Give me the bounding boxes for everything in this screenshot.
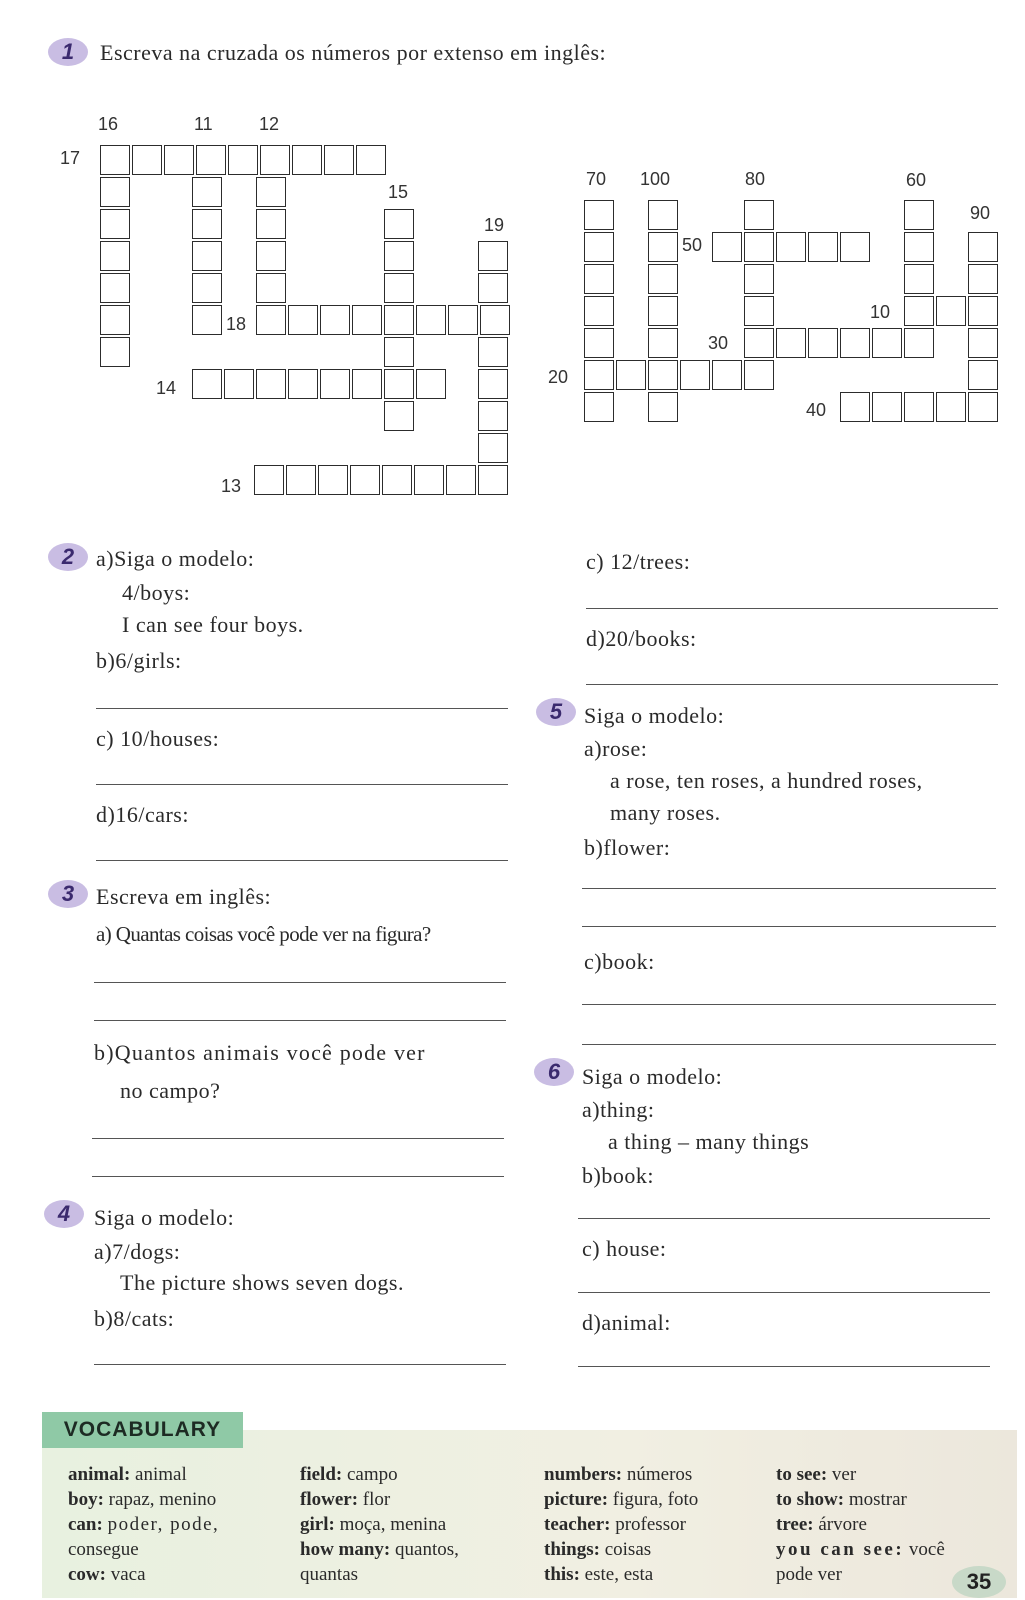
answer-19-down-lower [478,337,508,495]
answer-line[interactable] [578,1292,990,1293]
crossword-cell[interactable] [478,465,508,495]
exercise-2a-prompt: 4/boys: [122,580,191,605]
exercise-2c-label: c) 10/houses: [96,726,220,751]
answer-70-down [584,200,614,422]
exercise-6d-label: d)animal: [582,1310,671,1335]
answer-line[interactable] [96,784,508,785]
crossword-cell[interactable] [478,241,508,271]
vocab-entry: can: poder, pode, [68,1514,220,1535]
crossword-cell[interactable] [384,401,414,431]
clue-number-10: 10 [870,302,891,322]
answer-line[interactable] [586,684,998,685]
crossword-cell[interactable] [968,296,998,326]
vocab-entry: teacher: professor [544,1514,686,1535]
vocabulary-column-2 [300,1462,520,1587]
crossword-cell[interactable] [100,209,130,239]
answer-line[interactable] [92,1138,504,1139]
crossword-cell[interactable] [384,273,414,303]
crossword-cell[interactable] [840,328,870,358]
answer-14-across [192,369,382,399]
crossword-cell[interactable] [228,145,258,175]
exercise-6a-label: a)thing: [582,1097,655,1122]
crossword-cell[interactable] [164,145,194,175]
crossword-cell[interactable] [744,232,774,262]
exercise-3-badge: 3 [48,880,88,908]
crossword-cell[interactable] [648,392,678,422]
crossword-cell[interactable] [648,232,678,262]
crossword-cell[interactable] [872,392,902,422]
answer-15-down-lower [384,337,414,431]
clue-number-14: 14 [156,378,177,398]
crossword-cell[interactable] [356,145,386,175]
crossword-cell[interactable] [318,465,348,495]
clue-number-70: 70 [586,169,607,189]
answer-line[interactable] [578,1218,990,1219]
clue-number-13: 13 [221,476,242,496]
answer-13-across [254,465,476,495]
crossword-cell[interactable] [192,273,222,303]
answer-line[interactable] [582,888,996,889]
exercise-3b-question-cont: no campo? [120,1078,221,1103]
vocab-entry: how many: quantos, [300,1539,459,1560]
answer-line[interactable] [92,1176,504,1177]
crossword-cell[interactable] [384,241,414,271]
answer-100-down [648,200,678,422]
crossword-cell[interactable] [744,328,774,358]
crossword-cell[interactable] [904,232,934,262]
crossword-cell[interactable] [192,177,222,207]
crossword-cell[interactable] [776,328,806,358]
exercise-4a-label: a)7/dogs: [94,1239,181,1264]
answer-18-across [256,305,510,335]
crossword-cell[interactable] [256,177,286,207]
answer-17-across [100,145,386,175]
vocab-entry: tree: árvore [776,1514,867,1535]
crossword-cell[interactable] [224,369,254,399]
exercise-1-instruction: Escreva na cruzada os números por extenso em inglês: [100,40,607,65]
clue-number-18: 18 [226,314,247,334]
answer-60-down [904,200,934,358]
crossword-cell[interactable] [132,145,162,175]
vocab-entry: boy: rapaz, menino [68,1489,217,1510]
vocabulary-title: VOCABULARY [42,1412,243,1448]
crossword-cell[interactable] [192,209,222,239]
exercise-5c-label: c)book: [584,949,655,974]
answer-line[interactable] [94,1364,506,1365]
crossword-cell[interactable] [446,465,476,495]
clue-number-15: 15 [388,182,409,202]
answer-50-across [712,232,742,262]
exercise-6a-model: a thing – many things [608,1129,810,1154]
vocabulary-column-4 [776,1462,986,1587]
crossword-cell[interactable] [256,209,286,239]
crossword-cell[interactable] [448,305,478,335]
crossword-cell[interactable] [100,273,130,303]
crossword-cell[interactable] [384,305,414,335]
answer-90-down [968,232,998,422]
crossword-cell[interactable] [936,392,966,422]
answer-20-across-end [680,360,742,390]
crossword-cell[interactable] [776,232,806,262]
answer-11-down [192,177,222,335]
clue-number-100: 100 [640,169,671,189]
crossword-cell[interactable] [744,200,774,230]
answer-line[interactable] [586,608,998,609]
crossword-cell[interactable] [416,305,446,335]
clue-number-16: 16 [98,114,119,134]
crossword-cell[interactable] [584,200,614,230]
answer-line[interactable] [94,1020,506,1021]
answer-15-down [384,209,414,303]
crossword-cell[interactable] [254,465,284,495]
vocab-entry: animal: animal [68,1464,187,1485]
crossword-cell[interactable] [192,305,222,335]
crossword-cell[interactable] [286,465,316,495]
clue-number-12: 12 [259,114,280,134]
crossword-cell[interactable] [260,145,290,175]
answer-line[interactable] [96,708,508,709]
exercise-3a-question: a) Quantas coisas você pode ver na figura? [96,922,431,946]
answer-20-across [616,360,646,390]
answer-19-down [478,241,508,303]
vocab-entry: you can see: você [776,1539,945,1560]
crossword-cell[interactable] [100,177,130,207]
crossword-cell[interactable] [936,296,966,326]
clue-number-17: 17 [60,148,81,168]
crossword-cell[interactable] [904,296,934,326]
crossword-cell[interactable] [680,360,710,390]
vocab-entry: consegue [68,1539,139,1560]
crossword-cell[interactable] [352,369,382,399]
exercise-2c-right-label: c) 12/trees: [586,549,691,574]
crossword-cell[interactable] [100,305,130,335]
crossword-cell[interactable] [968,232,998,262]
exercise-1-badge: 1 [48,38,88,66]
exercise-2d-right-label: d)20/books: [586,626,697,651]
crossword-cell[interactable] [584,296,614,326]
crossword-cell[interactable] [320,305,350,335]
crossword-cell[interactable] [840,392,870,422]
crossword-cell[interactable] [256,273,286,303]
vocab-entry: flower: flor [300,1489,391,1510]
crossword-cell[interactable] [196,145,226,175]
crossword-cell[interactable] [256,305,286,335]
crossword-cell[interactable] [384,209,414,239]
crossword-cell[interactable] [808,232,838,262]
crossword-cell[interactable] [480,305,510,335]
vocab-entry: field: campo [300,1464,398,1485]
crossword-cell[interactable] [904,328,934,358]
answer-line[interactable] [94,982,506,983]
exercise-4b-label: b)8/cats: [94,1306,175,1331]
vocab-entry: this: este, esta [544,1564,654,1585]
answer-80-down [744,200,774,390]
crossword-cell[interactable] [292,145,322,175]
exercise-5a-label: a)rose: [584,736,648,761]
page-number: 35 [952,1566,1006,1598]
crossword-cell[interactable] [384,369,414,399]
vocab-entry: to show: mostrar [776,1489,907,1510]
crossword-cell[interactable] [100,337,130,367]
vocab-entry: things: coisas [544,1539,652,1560]
crossword-cell[interactable] [478,369,508,399]
exercise-6c-label: c) house: [582,1236,667,1261]
crossword-cell[interactable] [968,392,998,422]
vocab-entry: to see: ver [776,1464,857,1485]
clue-number-40: 40 [806,400,827,420]
answer-16-down [100,177,130,367]
answer-line[interactable] [578,1366,990,1367]
crossword-cell[interactable] [648,200,678,230]
exercise-2d-label: d)16/cars: [96,802,189,827]
crossword-cell[interactable] [712,360,742,390]
crossword-cell[interactable] [352,305,382,335]
crossword-cell[interactable] [744,264,774,294]
clue-number-50: 50 [682,235,703,255]
exercise-4-badge: 4 [44,1200,84,1228]
vocab-entry: quantas [300,1564,359,1585]
crossword-cell[interactable] [382,465,412,495]
clue-number-60: 60 [906,170,927,190]
crossword-cell[interactable] [478,337,508,367]
crossword-cell[interactable] [904,264,934,294]
exercise-5a-model-cont: many roses. [610,800,721,825]
vocab-entry: numbers: números [544,1464,693,1485]
exercise-4-instruction: Siga o modelo: [94,1205,235,1230]
crossword-cell[interactable] [384,337,414,367]
exercise-2a-model: I can see four boys. [122,612,304,637]
crossword-cell[interactable] [968,264,998,294]
exercise-3b-question: b)Quantos animais você pode ver [94,1040,426,1065]
crossword-cell[interactable] [584,392,614,422]
answer-14-across-end [416,369,446,399]
exercise-5b-label: b)flower: [584,835,671,860]
clue-number-19: 19 [484,215,505,235]
crossword-cell[interactable] [808,328,838,358]
crossword-cell[interactable] [648,360,678,390]
vocab-entry: picture: figura, foto [544,1489,699,1510]
exercise-6-instruction: Siga o modelo: [582,1064,723,1089]
vocabulary-column-1 [68,1462,268,1587]
crossword-cell[interactable] [100,241,130,271]
crossword-cell[interactable] [744,360,774,390]
crossword-cell[interactable] [648,328,678,358]
crossword-cell[interactable] [840,232,870,262]
crossword-cell[interactable] [872,328,902,358]
crossword-cell[interactable] [478,273,508,303]
crossword-cell[interactable] [256,241,286,271]
crossword-cell[interactable] [288,369,318,399]
crossword-cell[interactable] [350,465,380,495]
exercise-5-badge: 5 [536,698,576,726]
exercise-5a-model: a rose, ten roses, a hundred roses, [610,768,923,793]
clue-number-20: 20 [548,367,569,387]
crossword-cell[interactable] [100,145,130,175]
crossword-cell[interactable] [712,232,742,262]
exercise-3-instruction: Escreva em inglês: [96,884,272,909]
crossword-cell[interactable] [584,264,614,294]
crossword-cell[interactable] [648,296,678,326]
crossword-cell[interactable] [968,360,998,390]
answer-line[interactable] [582,926,996,927]
clue-number-90: 90 [970,203,991,223]
answer-40-across [840,392,966,422]
clue-number-11: 11 [194,114,213,134]
crossword-cell[interactable] [648,264,678,294]
crossword-cell[interactable] [324,145,354,175]
exercise-6-badge: 6 [534,1058,574,1086]
crossword-cell[interactable] [744,296,774,326]
exercise-5-instruction: Siga o modelo: [584,703,725,728]
crossword-cell[interactable] [584,328,614,358]
vocab-entry: girl: moça, menina [300,1514,447,1535]
answer-line[interactable] [582,1044,996,1045]
crossword-cell[interactable] [288,305,318,335]
crossword-cell[interactable] [416,369,446,399]
crossword-cell[interactable] [256,369,286,399]
exercise-2b-label: b)6/girls: [96,648,182,673]
vocab-entry: cow: vaca [68,1564,146,1585]
crossword-cell[interactable] [320,369,350,399]
answer-10-across [936,296,966,326]
answer-50-across-end [776,232,870,262]
clue-number-80: 80 [745,169,766,189]
answer-line[interactable] [96,860,508,861]
exercise-6b-label: b)book: [582,1163,654,1188]
vocab-entry: pode ver [776,1564,842,1585]
crossword-cell[interactable] [584,232,614,262]
crossword-cell[interactable] [478,401,508,431]
crossword-cell[interactable] [192,369,222,399]
vocabulary-column-3 [544,1462,764,1587]
clue-number-30: 30 [708,333,729,353]
crossword-cell[interactable] [968,328,998,358]
crossword-cell[interactable] [904,392,934,422]
exercise-2a-label: a)Siga o modelo: [96,546,255,571]
crossword-cell[interactable] [616,360,646,390]
answer-line[interactable] [582,1004,996,1005]
crossword-cell[interactable] [584,360,614,390]
crossword-cell[interactable] [478,433,508,463]
exercise-2-badge: 2 [48,543,88,571]
crossword-cell[interactable] [414,465,444,495]
crossword-cell[interactable] [904,200,934,230]
answer-30-across [776,328,902,358]
crossword-cell[interactable] [192,241,222,271]
exercise-4a-model: The picture shows seven dogs. [120,1270,404,1295]
